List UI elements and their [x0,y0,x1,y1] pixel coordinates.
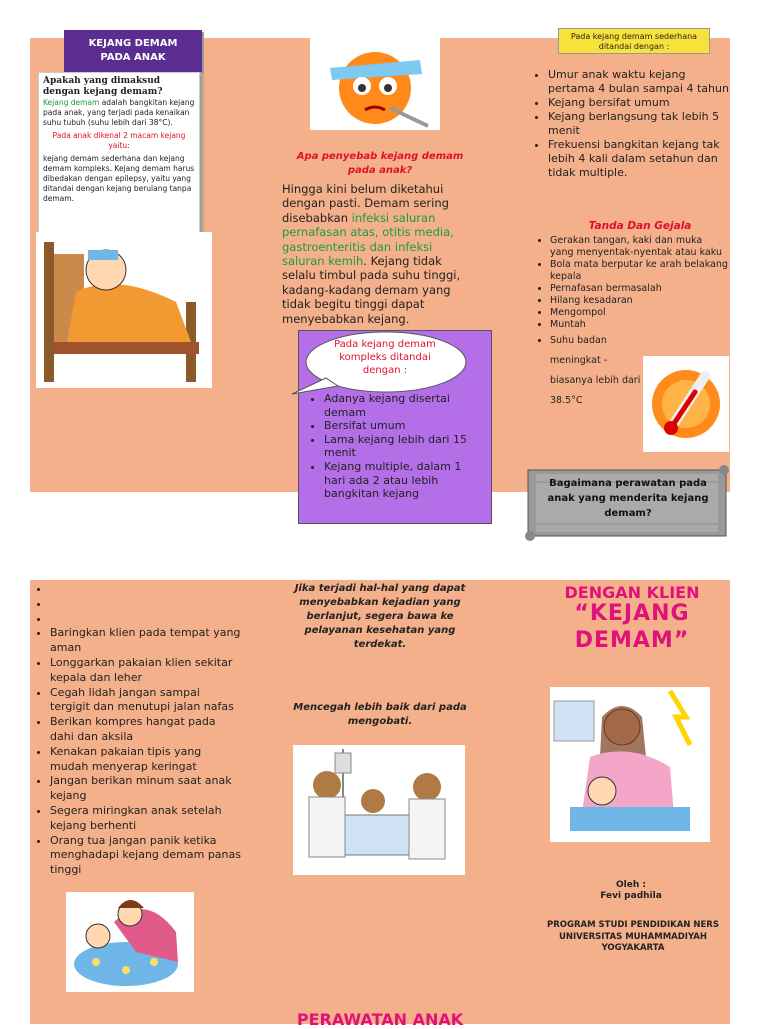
definition-text: adalah bangkitan kejang pada anak, yang terjadi pada kenaikan suhu tubuh (suhu lebih dari 38°C). [43,98,195,127]
list-item [50,582,242,597]
scroll-banner [522,462,732,542]
list-item: • Baringkan klien pada tempat yang aman [50,626,242,656]
list-item: • Orang tua jangan panik ketika menghadapi kejang demam panas tinggi [50,834,242,878]
list-item: • Adanya kejang disertai demam [324,392,486,419]
cause-p1: Hingga kini belum diketahui dengan pasti. Demam sering disebabkan [282,182,449,225]
teddy-bears-illustration [293,745,465,875]
mother-child-illustration [66,892,194,992]
sick-face-icon [310,38,440,130]
list-item: • Pernafasan bermasalah [550,283,728,295]
intro-definition [43,98,195,128]
cause-infection: infeksi saluran pernafasan atas, otitis media, gastroenteritis dan infeksi saluran kemih [282,210,454,269]
list-item: • Longgarkan pakaian klien sekitar kepala dan leher [50,656,242,686]
simple-list [530,68,730,180]
list-item: • Kejang bersifat umum [548,96,730,110]
cause-title: Apa penyebab kejang demam pada anak? [296,151,464,176]
list-item: • Bersifat umum [324,419,486,433]
title-box [64,30,202,72]
list-item [50,597,242,612]
mother-caring-illustration [550,687,710,842]
list-item: • Hilang kesadaran [550,295,728,307]
complex-bubble-text: Pada kejang demam kompleks ditandai dengan : [334,339,436,376]
complex-speech-bubble [286,328,468,400]
cause-text [282,182,478,326]
title-text: KEJANG DEMAM PADA ANAK [88,38,178,63]
list-item: • Gerakan tangan, kaki dan muka yang menyentak-nyentak atau kaku [550,235,728,259]
complex-list [306,392,486,501]
advice-text: Jika terjadi hal-hal yang dapat menyebabkan kejadian yang berlanjut, segera bawa ke pelayanan kesehatan yang terdekat. [294,583,466,650]
footer-title: PERAWATAN ANAK [296,1010,464,1029]
scroll-text: Bagaimana perawatan pada anak yang menderita kejang demam? [547,478,709,519]
care-list [32,582,242,878]
simple-label: Pada kejang demam sederhana ditandai dengan : [558,28,710,54]
list-item: • Kejang multiple, dalam 1 hari ada 2 atau lebih bangkitan kejang [324,460,486,501]
list-item: • Lama kejang lebih dari 15 menit [324,433,486,460]
list-item: • Jangan berikan minum saat anak kejang [50,774,242,804]
list-item: • Berikan kompres hangat pada dahi dan aksila [50,715,242,745]
author-block [556,880,706,902]
term-highlight: Kejang demam [43,98,100,107]
list-item [50,612,242,627]
author-name: Fevi padhila [600,891,662,901]
cause-p2: . Kejang tidak selalu timbul pada suhu tinggi, kadang-kadang demam yang tidak begitu tinggi dapat menyebabkan kejang. [282,254,461,326]
intro-subheading: Pada anak dikenal 2 macam kejang yaitu: [52,131,186,150]
list-item: • Kejang berlangsung tak lebih 5 menit [548,110,730,138]
list-item: • Cegah lidah jangan sampai tergigit dan menutupi jalan nafas [50,686,242,716]
list-item: • Segera miringkan anak setelah kejang berhenti [50,804,242,834]
prevention-text: Mencegah lebih baik dari pada mengobati. [293,702,467,727]
temperature-sign: Suhu badan meningkat - biasanya lebih dari 38.5°C [550,335,641,406]
intro-box [38,72,200,242]
list-item: • Frekuensi bangkitan kejang tak lebih 4 kali dalam setahun dan tidak multiple. [548,138,730,180]
sick-child-bed-illustration [36,232,212,388]
list-item: • Mengompol [550,307,728,319]
list-item: • Bola mata berputar ke arah belakang kepala [550,259,728,283]
main-title: “KEJANG DEMAM” [574,601,690,653]
institution: PROGRAM STUDI PENDIDIKAN NERS UNIVERSITAS MUHAMMADIYAH YOGYAKARTA [547,920,719,953]
author-label: Oleh : [616,880,646,890]
intro-question: Apakah yang dimaksud dengan kejang demam? [43,76,163,97]
subtitle-small: DENGAN KLIEN [564,583,700,602]
list-item: • Muntah [550,319,728,331]
thermometer-icon [643,356,729,452]
list-item: • Umur anak waktu kejang pertama 4 bulan sampai 4 tahun [548,68,730,96]
signs-title: Tanda Dan Gejala [588,220,692,232]
list-item [550,331,650,411]
intro-types: kejang demam sederhana dan kejang demam kompleks. Kejang demam harus dibedakan dengan epilepsy, yaitu yang ditandai dengan kejang berulang tanpa demam. [43,154,195,203]
list-item: • Kenakan pakaian tipis yang mudah menyerap keringat [50,745,242,775]
